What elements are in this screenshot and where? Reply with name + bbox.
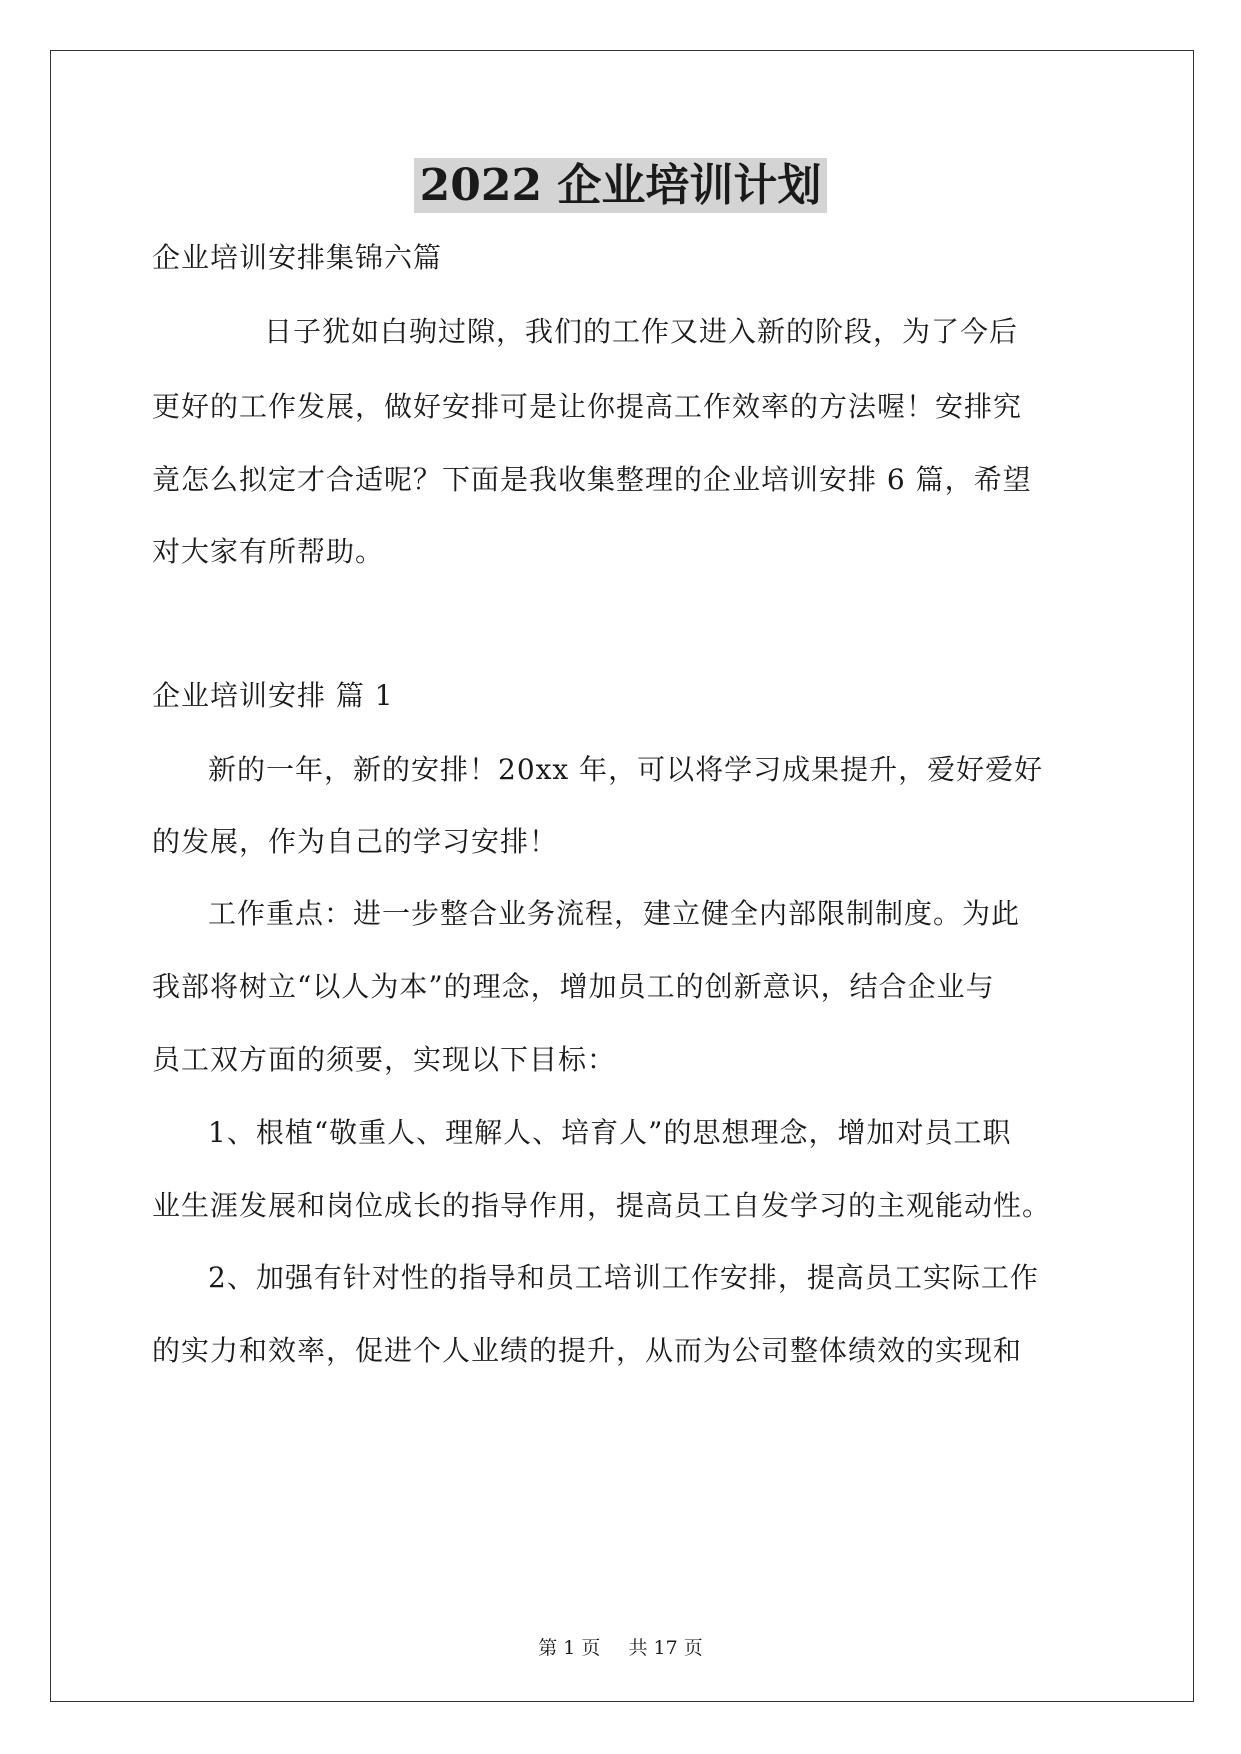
page-number: 第 1 页 (538, 1637, 601, 1659)
section-heading: 企业培训安排 篇 1 (152, 679, 394, 712)
page-border (50, 50, 1194, 1702)
document-title (0, 158, 1241, 214)
intro-line-3: 竟怎么拟定才合适呢？下面是我收集整理的企业培训安排 6 篇，希望 (152, 463, 1032, 496)
body-line-3: 工作重点：进一步整合业务流程，建立健全内部限制制度。为此 (208, 897, 1021, 930)
intro-line-1: 日子犹如白驹过隙，我们的工作又进入新的阶段，为了今后 (264, 315, 1019, 348)
body-line-9: 的实力和效率，促进个人业绩的提升，从而为公司整体绩效的实现和 (152, 1334, 1023, 1367)
body-line-8: 2、加强有针对性的指导和员工培训工作安排，提高员工实际工作 (208, 1261, 1039, 1294)
document-title-text: 2022 企业培训计划 (414, 158, 828, 213)
body-line-4: 我部将树立“以人为本”的理念，增加员工的创新意识，结合企业与 (152, 970, 995, 1003)
body-line-7: 业生涯发展和岗位成长的指导作用，提高员工自发学习的主观能动性。 (152, 1189, 1052, 1222)
body-line-2: 的发展，作为自己的学习安排！ (152, 825, 559, 858)
intro-line-4: 对大家有所帮助。 (152, 535, 385, 568)
document-subtitle: 企业培训安排集锦六篇 (152, 241, 443, 274)
intro-line-2: 更好的工作发展，做好安排可是让你提高工作效率的方法喔！安排究 (152, 390, 1023, 423)
page-footer (0, 1636, 1241, 1660)
page-total: 共 17 页 (628, 1637, 703, 1659)
body-line-1: 新的一年，新的安排！20xx 年，可以将学习成果提升，爱好爱好 (208, 753, 1044, 786)
body-line-5: 员工双方面的须要，实现以下目标： (152, 1043, 617, 1076)
body-line-6: 1、根植“敬重人、理解人、培育人”的思想理念，增加对员工职 (208, 1116, 1012, 1149)
